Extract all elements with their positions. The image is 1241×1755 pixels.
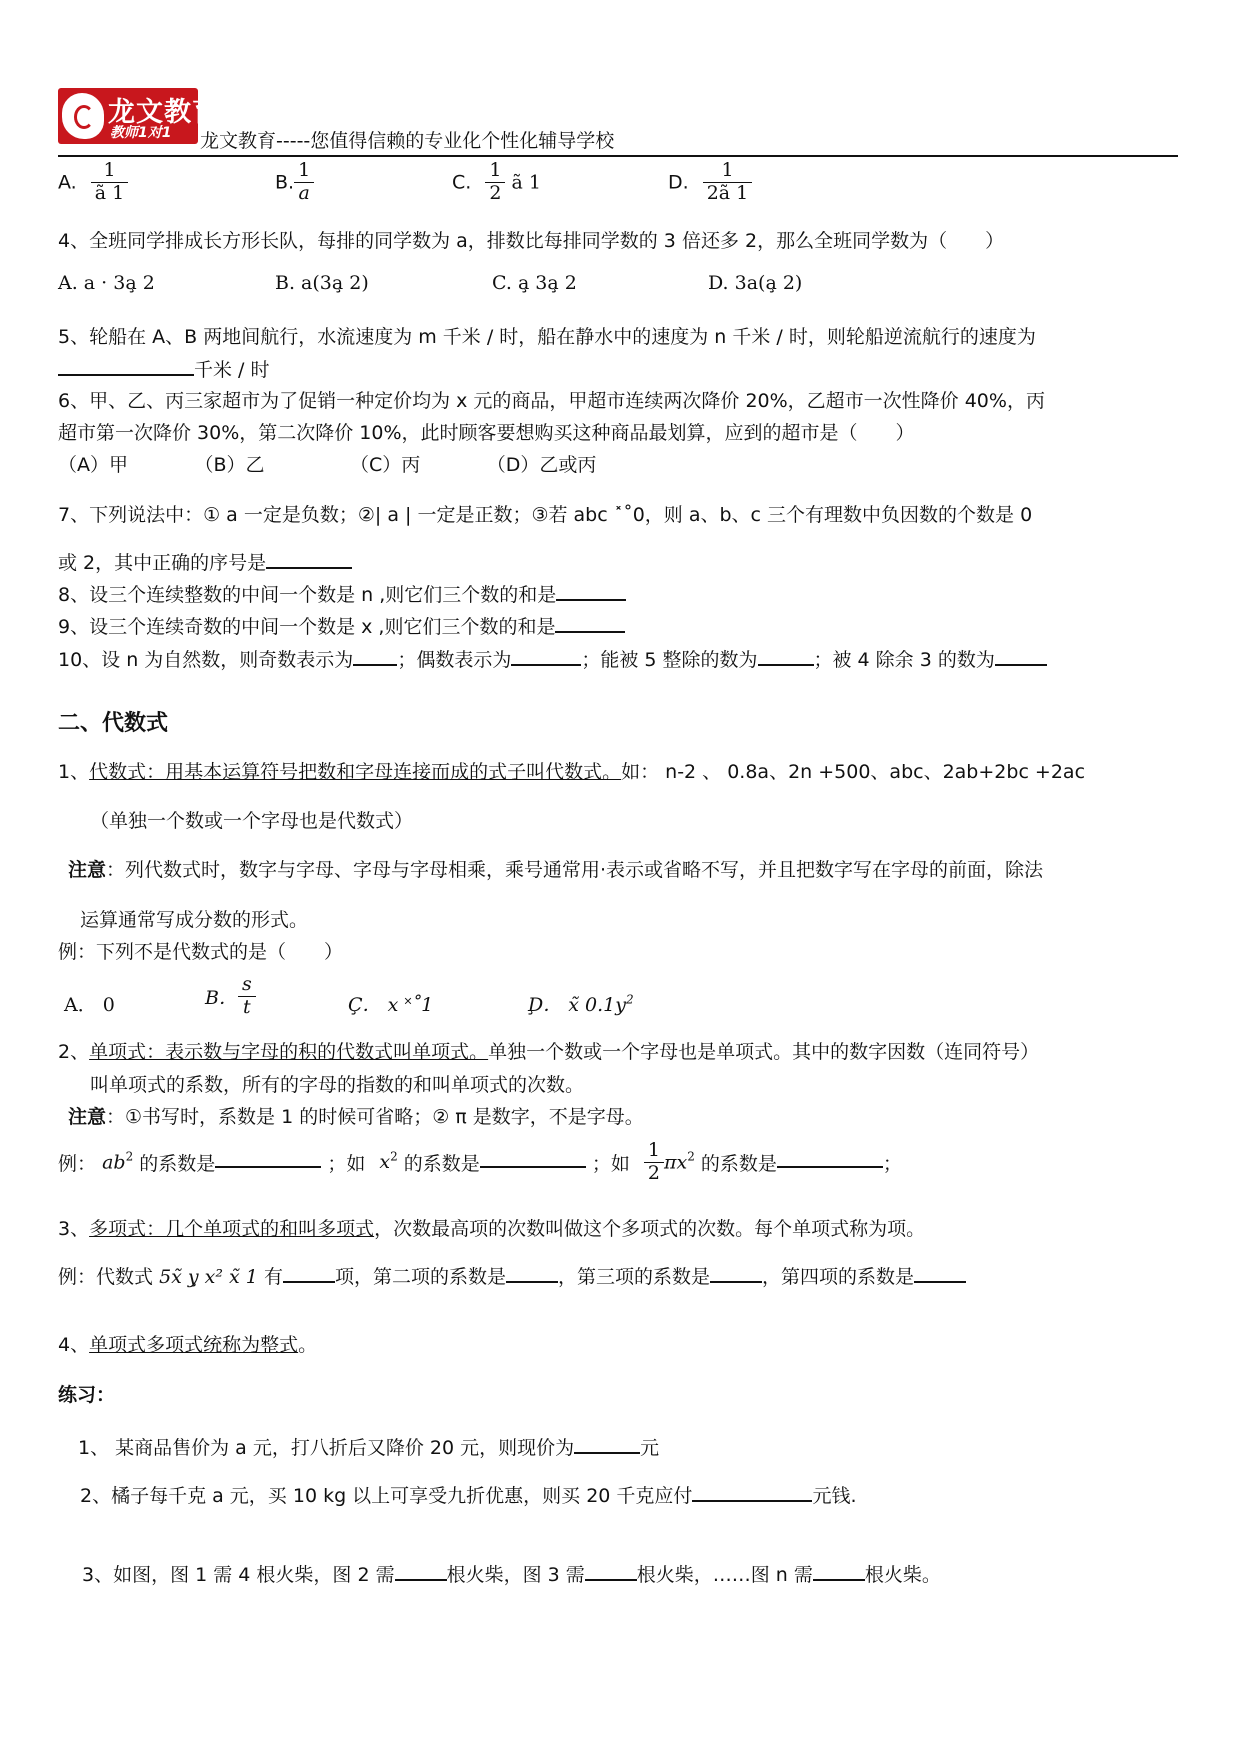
example-3-blank-2 <box>506 1263 558 1283</box>
q6-line1: 6、甲、乙、丙三家超市为了促销一种定价均为 x 元的商品，甲超市连续两次降价 20%，乙超市一次性降价 40%，丙 <box>58 390 1045 412</box>
header-slogan: 龙文教育-----您值得信赖的专业化个性化辅导学校 <box>200 130 615 152</box>
practice-2: 2、橘子每千克 a 元，买 10 kg 以上可享受九折优惠，则买 20 千克应付 元钱. <box>80 1481 856 1508</box>
q6-options: （A）甲 （B）乙 （C）丙 （D）乙或丙 <box>58 454 597 476</box>
example-3: 例：代数式 5x̃ y̧ x² x̃ 1 有 项，第二项的系数是 ，第三项的系数是 ，第四项的系数是 <box>58 1262 966 1289</box>
practice-2-blank <box>692 1482 812 1502</box>
q9-blank <box>555 613 625 633</box>
logo-name: 龙文教育 <box>108 97 220 128</box>
q4-option-b: B. a(3a̧ 2) <box>275 272 369 294</box>
section-title: 二、代数式 <box>58 711 169 736</box>
q10-blank-1 <box>353 646 397 666</box>
example-3-blank-4 <box>914 1263 966 1283</box>
q9: 9、设三个连续奇数的中间一个数是 x ,则它们三个数的和是 <box>58 612 625 639</box>
note-1-line2: 运算通常写成分数的形式。 <box>80 909 309 931</box>
example-1-option-d: Ḑ． x̃ $0.1y^2$ <box>528 992 634 1016</box>
q3-option-d: D. $\frac{1}{2ã 1}$ <box>668 160 752 205</box>
q4-option-c: C. a̧ 3a̧ 2 <box>492 272 577 294</box>
q5-line1: 5、轮船在 A、B 两地间航行，水流速度为 m 千米 / 时，船在静水中的速度为 n 千米 / 时，则轮船逆流航行的速度为 <box>58 326 1036 348</box>
practice-1-blank <box>574 1434 640 1454</box>
q10-blank-3 <box>758 646 814 666</box>
def-2: 2、单项式：表示数与字母的积的代数式叫单项式。单独一个数或一个字母也是单项式。其中的数字因数（连同符号） <box>58 1041 1040 1063</box>
example-2-blank-1 <box>215 1148 321 1168</box>
def-1-note: （单独一个数或一个字母也是代数式） <box>90 810 414 832</box>
q6-line2: 超市第一次降价 30%，第二次降价 10%，此时顾客要想购买这种商品最划算，应到的超市是（ ） <box>58 422 915 444</box>
q10: 10、设 n 为自然数，则奇数表示为 ；偶数表示为 ；能被 5 整除的数为 ；被 4 除余 3 的数为 <box>58 645 1047 672</box>
q3-option-c: C. $\frac{1}{2}$ ã 1 <box>452 159 541 204</box>
example-2-blank-2 <box>480 1148 586 1168</box>
def-1: 1、代数式：用基本运算符号把数和字母连接而成的式子叫代数式。如： n-2 、 0.8a、2n +500、abc、2ab+2bc +2ac <box>58 761 1086 783</box>
example-1-option-b: B． $\frac{s}{t}$ <box>205 974 256 1019</box>
practice-3: 3、如图，图 1 需 4 根火柴，图 2 需 根火柴，图 3 需 根火柴，……图 n 需 根火柴。 <box>82 1560 941 1587</box>
q7-blank <box>266 549 352 569</box>
example-2-blank-3 <box>777 1148 883 1168</box>
example-3-blank-1 <box>283 1263 335 1283</box>
example-2: 例： $ab^2$ 的系数是 ；如 $x^2$ 的系数是 ；如 $\frac{1}{2}$ $\pi x^2$ 的系数是 ； <box>58 1139 902 1184</box>
header-divider <box>58 155 1178 157</box>
logo-face-icon <box>62 93 104 139</box>
def-3: 3、多项式：几个单项式的和叫多项式，次数最高项的次数叫做这个多项式的次数。每个单项式称为项。 <box>58 1218 926 1240</box>
q3-option-a: A. $\frac{1}{ã 1}$ <box>58 160 128 205</box>
def-4: 4、单项式多项式统称为整式。 <box>58 1334 318 1356</box>
note-1: 注意：列代数式时，数字与字母、字母与字母相乘，乘号通常用·表示或省略不写，并且把数字写在字母的前面，除法 <box>68 859 1044 881</box>
q3-option-b: B. $\frac{1}{a}$ <box>275 160 314 205</box>
example-3-blank-3 <box>710 1263 762 1283</box>
q8-blank <box>556 581 626 601</box>
def-2-line2: 叫单项式的系数，所有的字母的指数的和叫单项式的次数。 <box>90 1074 585 1096</box>
q4-stem: 4、全班同学排成长方形长队，每排的同学数为 a，排数比每排同学数的 3 倍还多 2，那么全班同学数为（ ） <box>58 230 1005 252</box>
q4-option-d: D. 3a(a̧ 2) <box>708 272 803 294</box>
practice-3-blank-3 <box>813 1561 865 1581</box>
note-2: 注意：①书写时，系数是 1 的时候可省略；② π 是数字，不是字母。 <box>68 1106 644 1128</box>
practice-3-blank-1 <box>395 1561 447 1581</box>
example-1-option-c: Ç． x ˟˚1 <box>348 994 434 1016</box>
practice-title: 练习： <box>58 1384 116 1406</box>
q5-blank <box>58 356 194 376</box>
practice-1: 1、 某商品售价为 a 元，打八折后又降价 20 元，则现价为 元 <box>78 1433 659 1460</box>
logo-subtitle: 教师1对1 <box>110 125 172 141</box>
q7-line2: 或 2，其中正确的序号是 <box>58 548 352 575</box>
q5-line2: 千米 / 时 <box>58 355 269 382</box>
logo <box>58 88 220 144</box>
example-1-option-a: A． 0 <box>64 994 115 1016</box>
q8: 8、设三个连续整数的中间一个数是 n ,则它们三个数的和是 <box>58 580 626 607</box>
q7-line1: 7、下列说法中：① a 一定是负数；②| a | 一定是正数；③若 abc ˟˚0，则 a、b、c 三个有理数中负因数的个数是 0 <box>58 504 1033 526</box>
example-1-stem: 例：下列不是代数式的是（ ） <box>58 941 344 963</box>
practice-3-blank-2 <box>585 1561 637 1581</box>
q10-blank-4 <box>995 646 1047 666</box>
q10-blank-2 <box>511 646 581 666</box>
q4-option-a: A. a · 3a̧ 2 <box>58 272 155 294</box>
